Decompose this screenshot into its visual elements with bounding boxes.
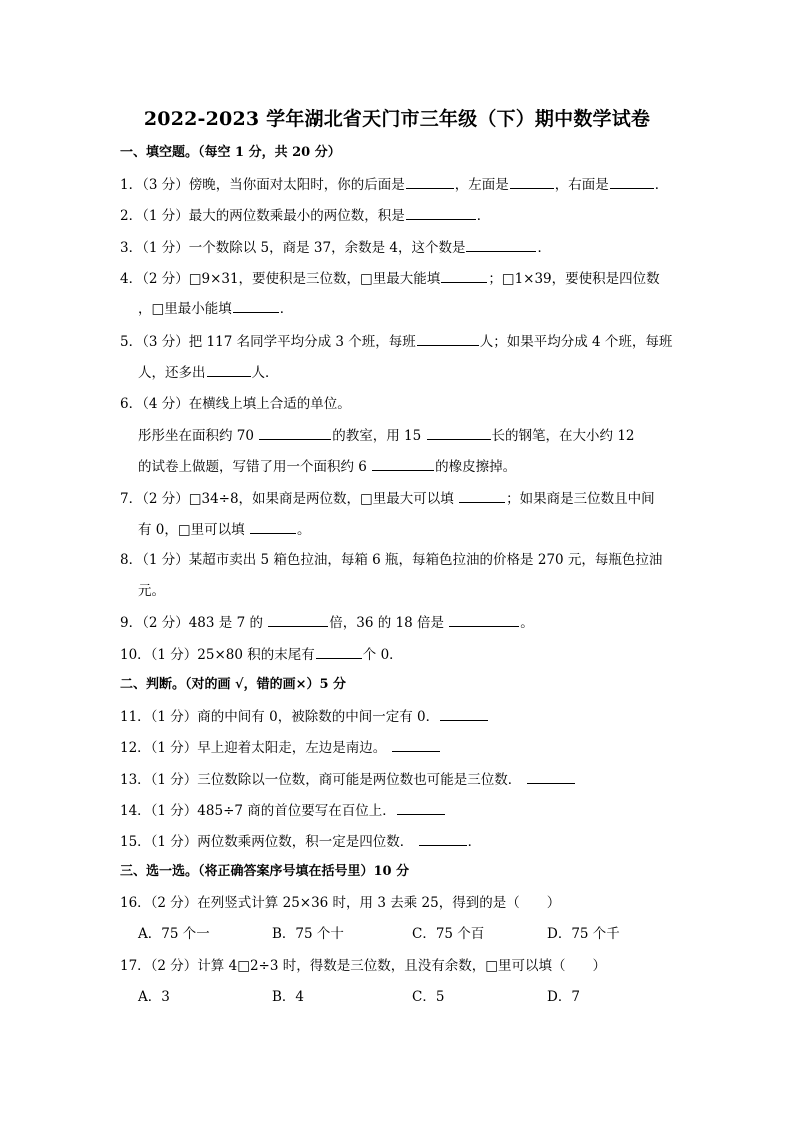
question-text: 2．（1 分）最大的两位数乘最小的两位数，积是	[120, 208, 405, 224]
answer-blank[interactable]	[268, 612, 328, 627]
question-text: 14．（1 分）485÷7 商的首位要写在百位上．	[120, 803, 396, 819]
question-text: ．	[476, 208, 491, 224]
question-text: ．	[654, 177, 669, 193]
question-9	[120, 612, 534, 633]
question-text: 。	[520, 615, 534, 631]
question-text: ，左面是	[454, 177, 509, 193]
question-15	[120, 831, 481, 852]
question-text: 15．（1 分）两位数乘两位数，积一定是四位数．	[120, 834, 418, 850]
answer-blank[interactable]	[397, 800, 445, 815]
answer-blank[interactable]	[419, 831, 467, 846]
question-11	[120, 706, 489, 727]
question-text: 个 0．	[362, 647, 403, 663]
question-text: 9．（2 分）483 是 7 的	[120, 615, 268, 631]
question-13	[120, 769, 576, 790]
option-b[interactable]: B．75 个十	[272, 926, 344, 942]
option-c[interactable]: C．75 个百	[412, 926, 485, 942]
option-c[interactable]: C．5	[412, 989, 445, 1005]
question-6-line3	[138, 456, 516, 477]
question-8: 8．（1 分）某超市卖出 5 箱色拉油，每箱 6 瓶，每箱色拉油的价格是 270 元，每瓶色拉油	[120, 552, 663, 568]
question-text: ．	[279, 301, 294, 317]
answer-blank[interactable]	[250, 519, 296, 534]
answer-blank[interactable]	[459, 488, 505, 503]
question-6-line2	[138, 425, 635, 446]
question-1	[120, 174, 668, 195]
question-4	[120, 268, 660, 289]
section-heading-fill-in: 一、填空题。（每空 1 分，共 20 分）	[120, 145, 341, 160]
question-text: ；□1×39，要使积是四位数	[488, 271, 660, 287]
question-text: ．	[467, 834, 482, 850]
question-text: 10．（1 分）25×80 积的末尾有	[120, 647, 315, 663]
answer-blank[interactable]	[417, 331, 479, 346]
question-10	[120, 644, 403, 665]
question-text: 人，还多出	[138, 365, 206, 381]
question-2	[120, 205, 490, 226]
question-5-cont	[138, 362, 279, 383]
answer-blank[interactable]	[610, 174, 654, 189]
answer-blank[interactable]	[427, 425, 491, 440]
question-text: 1．（3 分）傍晚，当你面对太阳时，你的后面是	[120, 177, 405, 193]
question-3	[120, 237, 551, 258]
option-b[interactable]: B．4	[272, 989, 305, 1005]
question-16: 16．（2 分）在列竖式计算 25×36 时，用 3 去乘 25，得到的是（ ）	[120, 895, 561, 911]
answer-blank[interactable]	[233, 298, 279, 313]
answer-blank[interactable]	[449, 612, 519, 627]
question-7	[120, 488, 655, 509]
answer-blank[interactable]	[406, 205, 476, 220]
question-text: 的试卷上做题，写错了用一个面积约 6	[138, 459, 372, 475]
question-text: ，右面是	[554, 177, 609, 193]
question-text: ，□里最小能填	[138, 301, 232, 317]
question-text: 7．（2 分）□34÷8，如果商是两位数，□里最大可以填	[120, 491, 459, 507]
answer-blank[interactable]	[440, 706, 488, 721]
question-14	[120, 800, 446, 821]
question-text: 12．（1 分）早上迎着太阳走，左边是南边。	[120, 740, 391, 756]
answer-blank[interactable]	[406, 174, 454, 189]
section-heading-choice: 三、选一选。（将正确答案序号填在括号里）10 分	[120, 864, 410, 879]
answer-blank[interactable]	[259, 425, 331, 440]
question-text: ．	[537, 240, 551, 256]
question-text: 的橡皮擦掉。	[435, 459, 517, 475]
question-text: 5．（3 分）把 117 名同学平均分成 3 个班，每班	[120, 334, 416, 350]
question-text: 人．	[251, 365, 279, 381]
question-4-cont	[138, 298, 293, 319]
section-heading-judge: 二、判断。（对的画 √，错的画×）5 分	[120, 677, 347, 692]
option-a[interactable]: A．3	[138, 989, 170, 1005]
question-8-cont: 元。	[138, 583, 165, 599]
question-text: 有 0，□里可以填	[138, 522, 249, 538]
question-text: 人；如果平均分成 4 个班，每班	[479, 334, 673, 350]
page-title: 2022-2023 学年湖北省天门市三年级（下）期中数学试卷	[143, 108, 651, 130]
answer-blank[interactable]	[207, 362, 251, 377]
question-text: 倍，36 的 18 倍是	[329, 615, 449, 631]
question-text: ；如果商是三位数且中间	[506, 491, 655, 507]
answer-blank[interactable]	[372, 456, 434, 471]
option-d[interactable]: D．7	[547, 989, 580, 1005]
question-7-cont	[138, 519, 310, 540]
answer-blank[interactable]	[392, 737, 440, 752]
question-6: 6．（4 分）在横线上填上合适的单位。	[120, 396, 351, 412]
answer-blank[interactable]	[527, 769, 575, 784]
answer-blank[interactable]	[441, 268, 487, 283]
question-text: 彤彤坐在面积约 70	[138, 428, 259, 444]
question-text: 13．（1 分）三位数除以一位数，商可能是两位数也可能是三位数．	[120, 772, 526, 788]
option-a[interactable]: A．75 个一	[138, 926, 210, 942]
question-12	[120, 737, 441, 758]
answer-blank[interactable]	[466, 237, 536, 252]
question-text: 。	[296, 522, 311, 538]
answer-blank[interactable]	[510, 174, 554, 189]
question-17: 17．（2 分）计算 4□2÷3 时，得数是三位数，且没有余数，□里可以填（ ）	[120, 958, 606, 974]
option-d[interactable]: D．75 个千	[547, 926, 620, 942]
question-text: 3．（1 分）一个数除以 5，商是 37，余数是 4，这个数是	[120, 240, 466, 256]
question-text: 长的钢笔，在大小约 12	[491, 428, 635, 444]
answer-blank[interactable]	[316, 644, 362, 659]
question-text: 11．（1 分）商的中间有 0，被除数的中间一定有 0．	[120, 709, 440, 725]
question-text: 4．（2 分）□9×31，要使积是三位数，□里最大能填	[120, 271, 441, 287]
question-5	[120, 331, 672, 352]
question-text: 的教室，用 15	[332, 428, 426, 444]
